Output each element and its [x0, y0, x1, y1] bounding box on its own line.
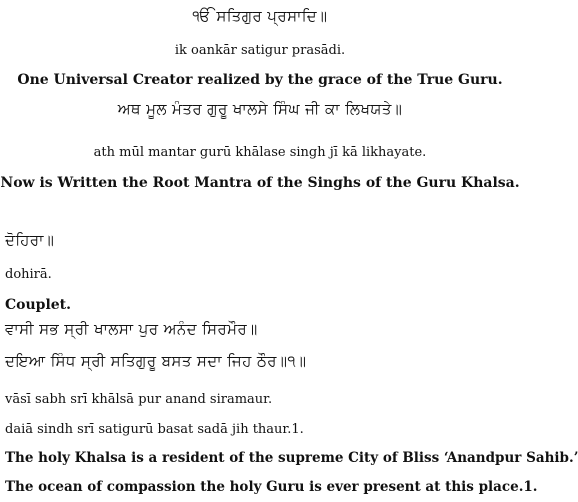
- verse-gurmukhi-line-2: ਦਇਆ ਸਿੰਧ ਸ੍ਰੀ ਸਤਿਗੁਰੂ ਬਸਤ ਸਦਾ ਜਿਹ ਠੌਰ॥੧॥: [5, 352, 307, 370]
- verse-heading-transliteration: dohirā.: [5, 267, 52, 282]
- verse-transliteration-line-2: daiā sindh srī satigurū basat sadā jih thaur.1.: [5, 422, 304, 437]
- verse-heading-english: Couplet.: [5, 297, 72, 313]
- verse-english-line-2: The ocean of compassion the holy Guru is ever present at this place.1.: [5, 479, 538, 495]
- header-transliteration-invocation: ik oankār satigur prasādi.: [174, 43, 346, 58]
- header-english-title: Now is Written the Root Mantra of the Singhs of the Guru Khalsa.: [0, 175, 520, 191]
- header-english-invocation: One Universal Creator realized by the grace of the True Guru.: [17, 72, 503, 88]
- verse-english-line-1: The holy Khalsa is a resident of the supreme City of Bliss ‘Anandpur Sahib.’: [5, 450, 578, 466]
- header-gurmukhi-title: ਅਥ ਮੂਲ ਮੰਤਰ ਗੁਰੂ ਖਾਲਸੇ ਸਿੰਘ ਜੀ ਕਾ ਲਿਖਯਤੇ॥: [117, 100, 403, 118]
- verse-transliteration-line-1: vāsī sabh srī khālsā pur anand siramaur.: [5, 392, 273, 407]
- header-transliteration-title: ath mūl mantar gurū khālase singh jī kā likhayate.: [93, 145, 427, 160]
- verse-gurmukhi-line-1: ਵਾਸੀ ਸਭ ਸ੍ਰੀ ਖਾਲਸਾ ਪੁਰ ਅਨੰਦ ਸਿਰਮੌਰ॥: [5, 320, 258, 338]
- header-gurmukhi-invocation: ੴ ਸਤਿਗੁਰ ਪ੍ਰਸਾਦਿ॥: [192, 7, 328, 25]
- verse-heading-gurmukhi: ਦੋਹਿਰਾ॥: [5, 231, 55, 249]
